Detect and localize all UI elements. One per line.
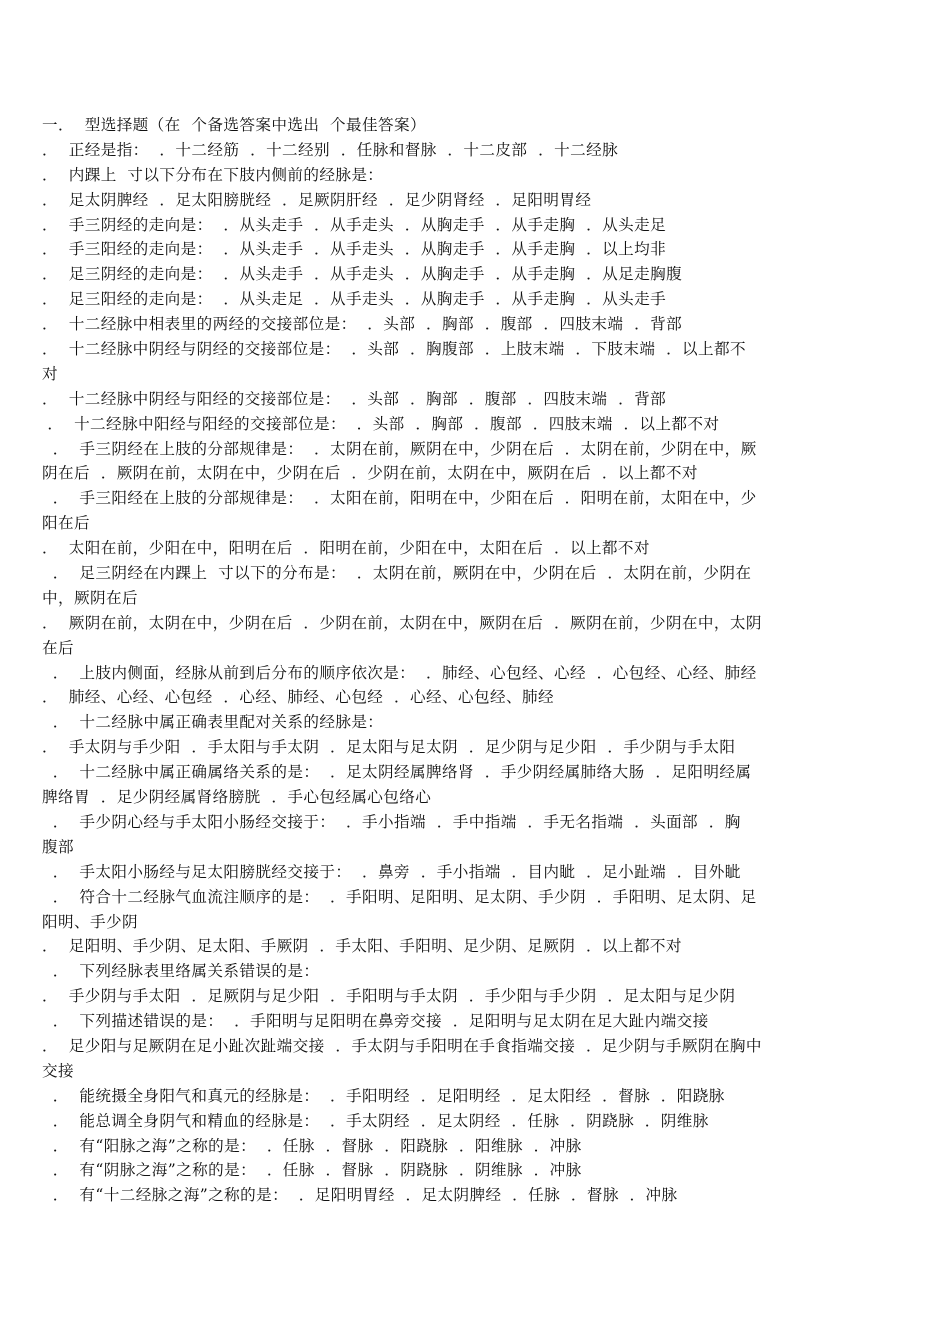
document-page [42,113,908,1208]
answer-line: ． 足太阴脾经 ．足太阳膀胱经 ．足厥阴肝经 ．足少阴肾经 ．足阳明胃经 [42,190,592,209]
section-heading: 一． 型选择题（在 个备选答案中选出 个最佳答案） [42,116,427,134]
answer-line: ． 手少阴与手太阳 ．足厥阴与足少阳 ．手阳明与手太阴 ．手少阳与手少阴 ．足太阳与足少阴 [42,987,736,1006]
continuation-line: 在后 [42,638,74,657]
continuation-line: 中，厥阴在后 [42,588,138,607]
answer-line: ． 厥阴在前，太阴在中，少阴在后 ．少阴在前，太阴在中，厥阴在后 ．厥阴在前，少阴在中，太阴 [42,613,762,632]
question-line: ． 十二经脉中属正确属络关系的是： ．足太阴经属脾络肾 ．手少阴经属肺络大肠 ．足阳明经属 [42,763,752,782]
question-line: ． 手三阴经在上肢的分部规律是： ．太阴在前，厥阴在中，少阴在后 ．太阴在前，少阴在中，厥 [42,439,757,458]
answer-line: ． 手太阴与手少阳 ．手太阳与手太阴 ．足太阳与足太阴 ．足少阴与足少阳 ．手少阴与手太阳 [42,738,736,757]
question-line: ． 符合十二经脉气血流注顺序的是： ．手阳明、足阳明、足太阴、手少阴 ．手阳明、足太阴、足 [42,887,757,906]
question-line: ． 十二经脉中相表里的两经的交接部位是： ．头部 ．胸部 ．腹部 ．四肢末端 ．背部 [42,315,683,334]
question-line: ． 足三阳经的走向是： ．从头走足 ．从手走头 ．从胸走手 ．从手走胸 ．从头走手 [42,290,667,309]
question-line: ． 有“十二经脉之海”之称的是： ．足阳明胃经 ．足太阴脾经 ．任脉 ．督脉 ．冲脉 [42,1186,678,1205]
answer-line: ． 肺经、心经、心包经 ．心经、肺经、心包经 ．心经、心包经、肺经 [42,688,554,707]
continuation-line: 阳在后 [42,514,90,533]
answer-line: ． 太阳在前，少阳在中，阳明在后 ．阳明在前，少阳在中，太阳在后 ．以上都不对 [42,539,650,558]
continuation-line: 阴在后 ．厥阴在前，太阴在中，少阴在后 ．少阴在前，太阴在中，厥阴在后 ．以上都不对 [42,464,698,483]
question-line: ． 足三阴经在内踝上 寸以下的分布是： ．太阴在前，厥阴在中，少阴在后 ．太阴在前，少阴在 [42,564,752,583]
question-line: ． 有“阳脉之海”之称的是： ．任脉 ．督脉 ．阳跷脉 ．阳维脉 ．冲脉 [42,1136,582,1155]
question-line: ． 能统摄全身阳气和真元的经脉是： ．手阳明经 ．足阳明经 ．足太阳经 ．督脉 ．阳跷脉 [42,1086,725,1105]
question-line: ． 内踝上 寸以下分布在下肢内侧前的经脉是： [42,165,384,184]
question-line: ． 十二经脉中属正确表里配对关系的经脉是： [42,713,384,732]
question-line: ． 十二经脉中阳经与阳经的交接部位是： ．头部 ．胸部 ．腹部 ．四肢末端 ．以上都不对 [42,414,720,433]
question-line: ． 十二经脉中阴经与阴经的交接部位是： ．头部 ．胸腹部 ．上肢末端 ．下肢末端 ．以上都不 [42,340,747,359]
question-line: ． 有“阴脉之海”之称的是： ．任脉 ．督脉 ．阴跷脉 ．阴维脉 ．冲脉 [42,1161,582,1180]
answer-line: ． 足少阳与足厥阴在足小趾次趾端交接 ．手太阴与手阳明在手食指端交接 ．足少阴与手厥阴在胸中 [42,1036,762,1055]
continuation-line: 交接 [42,1061,74,1080]
question-line: ． 手少阴心经与手太阳小肠经交接于： ．手小指端 ．手中指端 ．手无名指端 ．头面部 ．胸 [42,812,741,831]
continuation-line: 对 [42,364,58,383]
question-line: ． 手三阴经的走向是： ．从头走手 ．从手走头 ．从胸走手 ．从手走胸 ．从头走足 [42,215,667,234]
question-line: ． 手三阳经的走向是： ．从头走手 ．从手走头 ．从胸走手 ．从手走胸 ．以上均非 [42,240,667,259]
question-line: ． 十二经脉中阴经与阳经的交接部位是： ．头部 ．胸部 ．腹部 ．四肢末端 ．背部 [42,389,667,408]
answer-line: ． 足阳明、手少阴、足太阳、手厥阴 ．手太阳、手阳明、足少阴、足厥阴 ．以上都不对 [42,937,682,956]
question-line: ． 手太阳小肠经与足太阳膀胱经交接于： ．鼻旁 ．手小指端 ．目内眦 ．足小趾端 ．目外眦 [42,862,741,881]
question-line: ． 手三阳经在上肢的分部规律是： ．太阳在前，阳明在中，少阳在后 ．阳明在前，太阳在中，少 [42,489,757,508]
continuation-line: 阳明、手少阴 [42,912,138,931]
continuation-line: 脾络胃 ．足少阴经属肾络膀胱 ．手心包经属心包络心 [42,788,432,807]
question-line: ． 足三阴经的走向是： ．从头走手 ．从手走头 ．从胸走手 ．从手走胸 ．从足走胸腹 [42,265,683,284]
question-line: ． 上肢内侧面，经脉从前到后分布的顺序依次是： ．肺经、心包经、心经 ．心包经、心经、肺经 [42,663,757,682]
question-line: ． 下列描述错误的是： ．手阳明与足阳明在鼻旁交接 ．足阳明与足太阴在足大趾内端交接 [42,1012,709,1031]
question-line: ． 正经是指： ．十二经筋 ．十二经别 ．任脉和督脉 ．十二皮部 ．十二经脉 [42,140,619,159]
question-line: ． 下列经脉表里络属关系错误的是： [42,962,320,981]
question-line: ． 能总调全身阴气和精血的经脉是： ．手太阴经 ．足太阴经 ．任脉 ．阴跷脉 ．阴维脉 [42,1111,709,1130]
continuation-line: 腹部 [42,837,74,856]
